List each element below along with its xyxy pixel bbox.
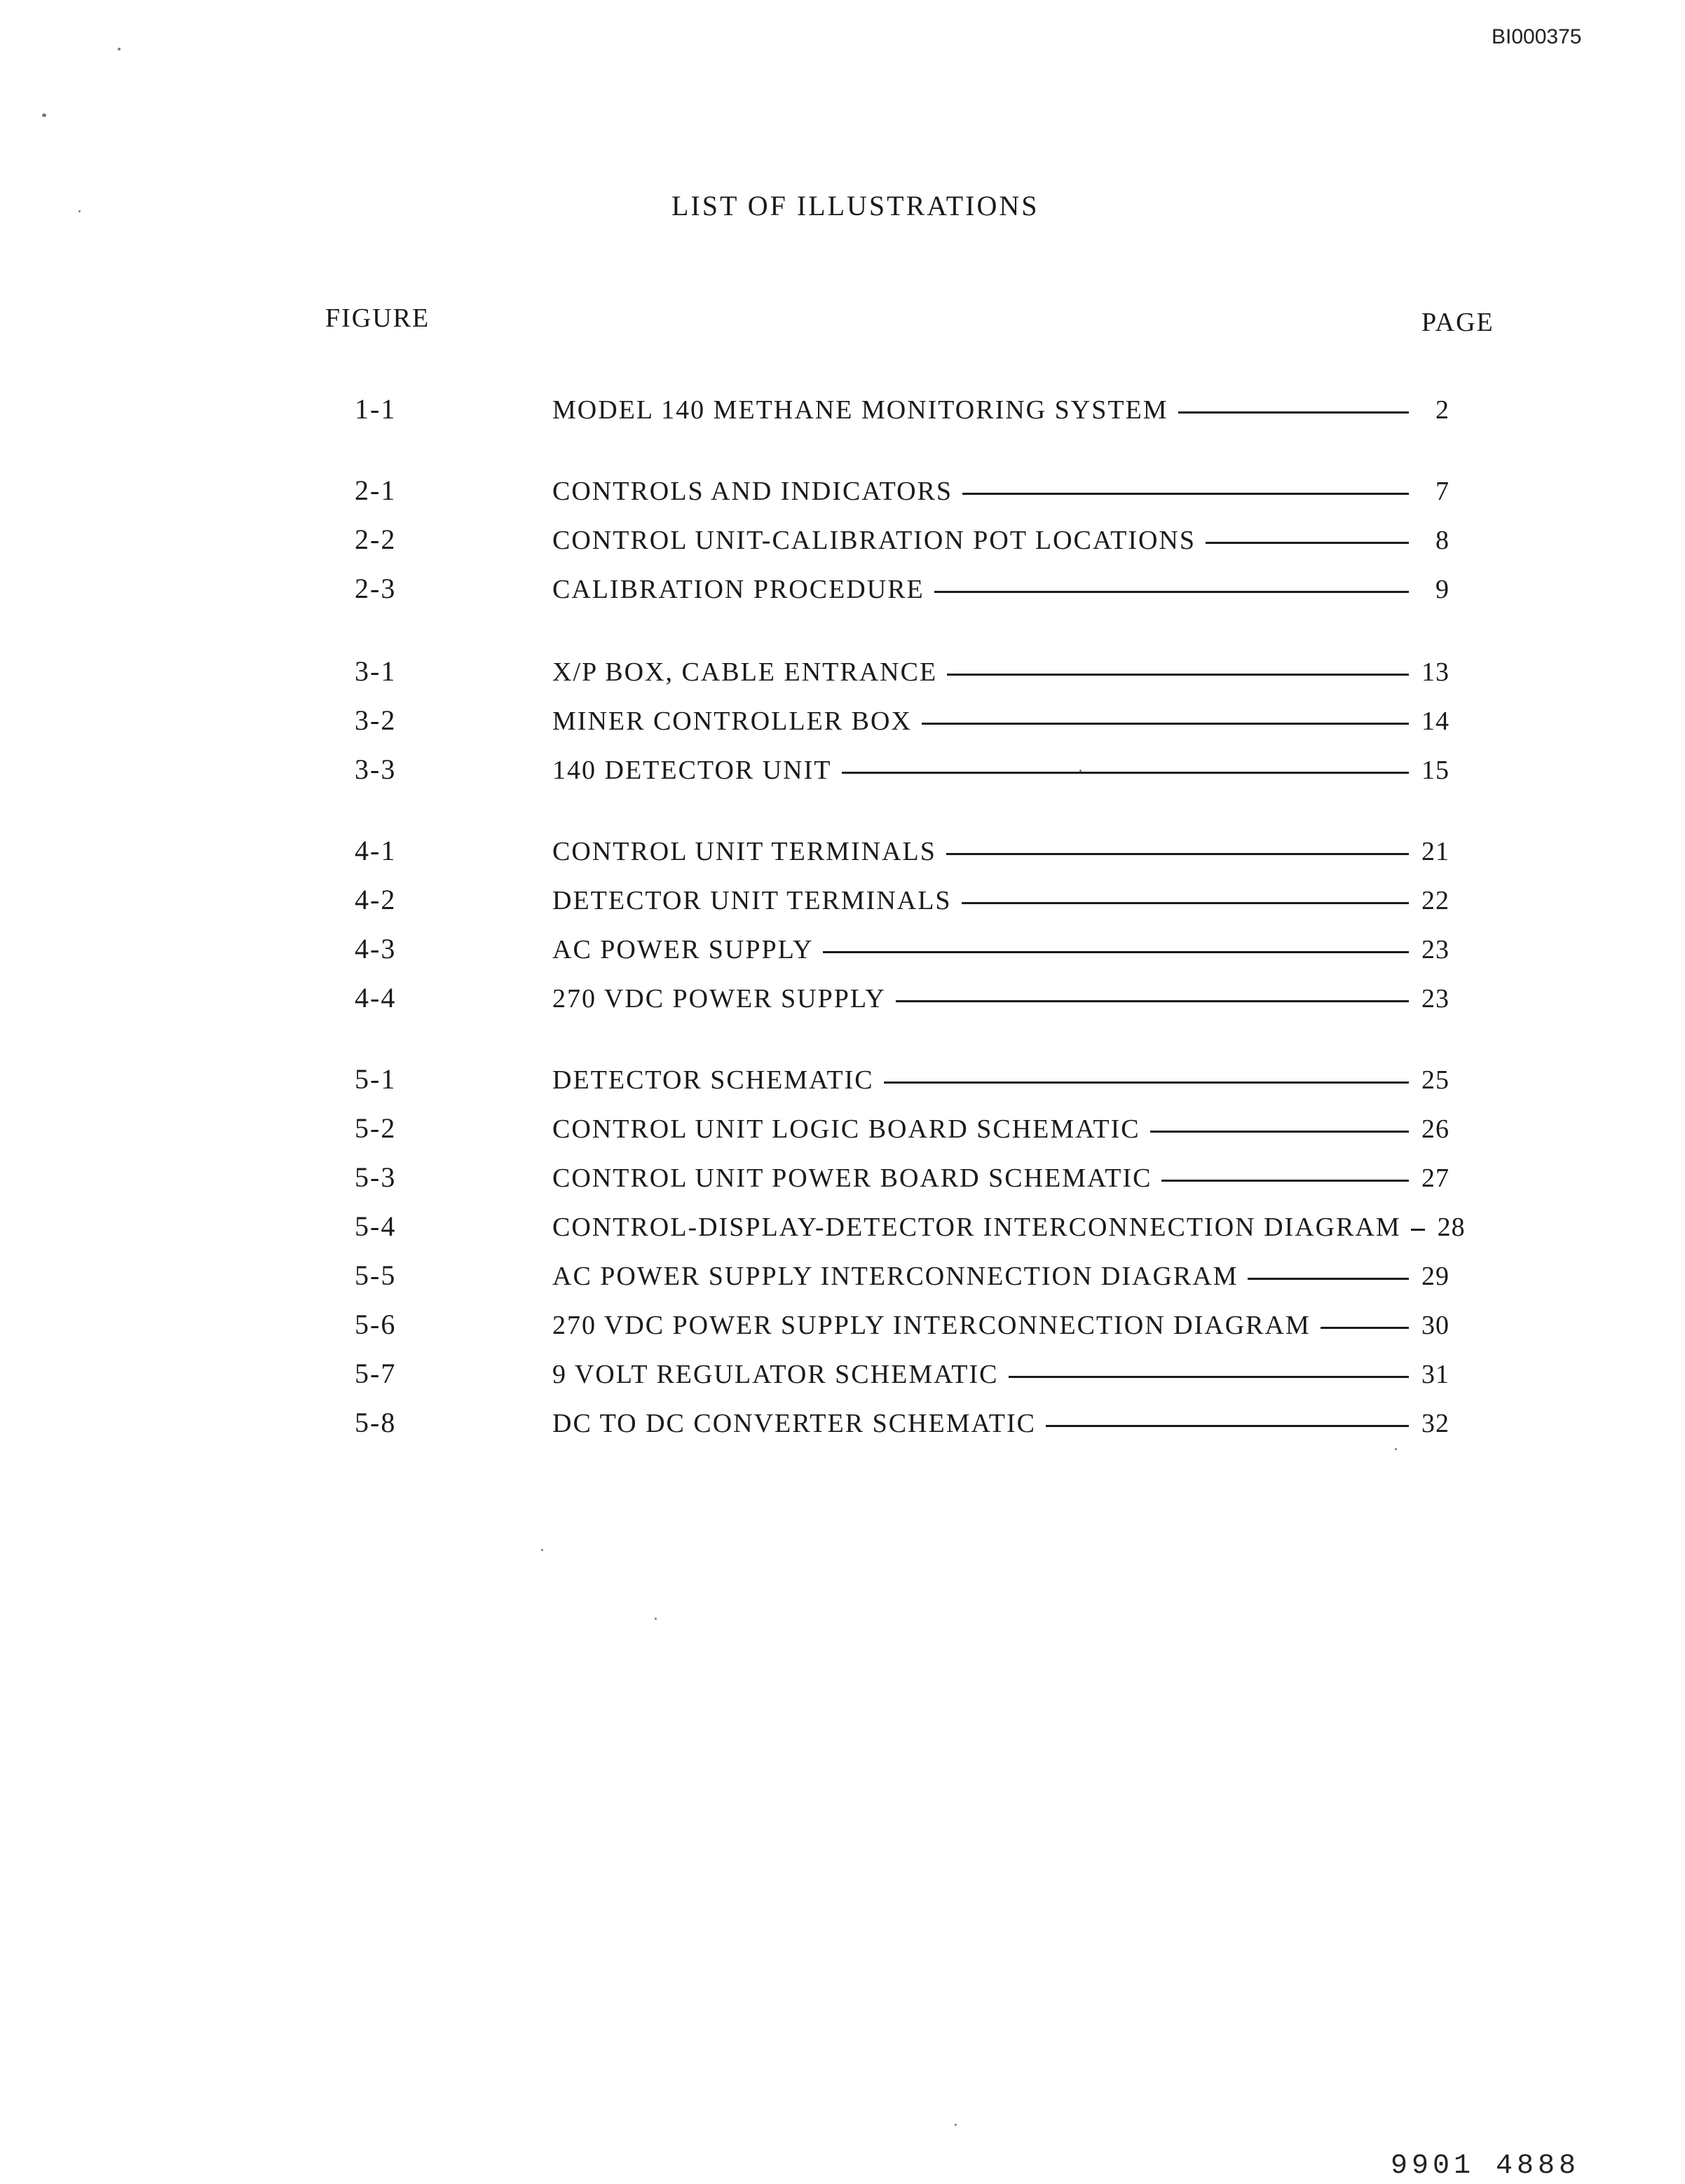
figure-number: 5-3 [355,1161,397,1193]
leader-line [1161,1180,1409,1182]
scan-speck [118,48,121,50]
figure-caption: DETECTOR SCHEMATIC [552,1065,874,1095]
figure-caption: AC POWER SUPPLY [552,935,814,964]
figure-caption: 270 VDC POWER SUPPLY INTERCONNECTION DIAGRAM [552,1311,1311,1340]
figure-caption: AC POWER SUPPLY INTERCONNECTION DIAGRAM [552,1262,1239,1291]
figure-column-header: FIGURE [325,303,430,333]
leader-line [1150,1131,1409,1133]
figure-number: 5-8 [355,1407,397,1438]
page-number: 21 [1421,837,1449,866]
list-item [0,1406,1685,1441]
figure-caption: 270 VDC POWER SUPPLY [552,984,886,1013]
list-item [0,655,1685,690]
caption-row [552,1161,1449,1196]
page-column-header: PAGE [1421,308,1494,337]
leader-line [1009,1376,1409,1378]
leader-line [823,951,1409,953]
page-number: 8 [1435,526,1449,555]
list-item [0,1063,1685,1098]
page-number: 26 [1421,1114,1449,1144]
list-item [0,572,1685,607]
list-item [0,981,1685,1016]
leader-line [1411,1229,1425,1231]
page-number: 30 [1421,1311,1449,1340]
leader-line [1248,1278,1409,1280]
caption-row [552,393,1449,428]
page-number: 7 [1435,477,1449,506]
scan-speck [42,114,46,117]
caption-row [552,1210,1466,1245]
list-item [0,932,1685,967]
figure-number: 1-1 [355,393,397,425]
leader-line [1321,1327,1409,1329]
caption-row [552,932,1449,967]
document-id: BI000375 [1492,25,1582,48]
list-item [0,834,1685,869]
list-item [0,474,1685,509]
figure-caption: X/P BOX, CABLE ENTRANCE [552,657,938,687]
figure-number: 3-2 [355,704,397,736]
page-number: 23 [1421,935,1449,964]
figure-caption: CONTROL UNIT LOGIC BOARD SCHEMATIC [552,1114,1140,1144]
figure-caption: DC TO DC CONVERTER SCHEMATIC [552,1409,1036,1438]
figure-number: 5-5 [355,1260,397,1291]
figure-caption: CONTROLS AND INDICATORS [552,477,953,506]
caption-row [552,1406,1449,1441]
page-title: LIST OF ILLUSTRATIONS [671,190,1039,221]
list-item [0,1357,1685,1392]
page-number: 22 [1421,886,1449,915]
figure-number: 4-1 [355,835,397,866]
page-number: 15 [1421,756,1449,785]
page-number: 13 [1421,657,1449,687]
caption-row [552,753,1449,788]
caption-row [552,1063,1449,1098]
figure-caption: DETECTOR UNIT TERMINALS [552,886,952,915]
list-item [0,883,1685,918]
figure-caption: CONTROL UNIT TERMINALS [552,837,936,866]
scan-speck [655,1618,657,1620]
list-item [0,1161,1685,1196]
figure-number: 5-7 [355,1358,397,1389]
figure-caption: MINER CONTROLLER BOX [552,707,912,736]
page-number: 27 [1421,1163,1449,1193]
list-item [0,753,1685,788]
leader-line [946,853,1409,855]
caption-row [552,1112,1449,1147]
caption-row [552,1357,1449,1392]
page-number: 29 [1421,1262,1449,1291]
list-item [0,704,1685,739]
list-item [0,523,1685,558]
figure-number: 2-2 [355,524,397,555]
caption-row [552,474,1449,509]
leader-line [1206,542,1409,544]
leader-line [1178,411,1409,414]
leader-line [962,902,1409,904]
list-item [0,1112,1685,1147]
caption-row [552,704,1449,739]
figure-number: 3-1 [355,655,397,687]
footer-code: 9901 4888 [1391,2150,1581,2182]
caption-row [552,834,1449,869]
figure-number: 4-4 [355,982,397,1013]
scan-speck [955,2124,957,2126]
scan-speck [1079,770,1082,772]
page-number: 2 [1435,395,1449,425]
list-item [0,1308,1685,1343]
list-item [0,1210,1685,1245]
page-number: 14 [1421,707,1449,736]
list-item [0,1259,1685,1294]
scan-speck [79,210,81,212]
caption-row [552,655,1449,690]
figure-caption: CONTROL-DISPLAY-DETECTOR INTERCONNECTION DIAGRAM [552,1213,1401,1242]
page-number: 23 [1421,984,1449,1013]
figure-caption: CALIBRATION PROCEDURE [552,575,925,604]
figure-number: 4-2 [355,884,397,915]
figure-caption: CONTROL UNIT POWER BOARD SCHEMATIC [552,1163,1152,1193]
leader-line [1046,1425,1409,1427]
page-number: 28 [1437,1213,1466,1242]
leader-line [896,1000,1409,1002]
leader-line [922,723,1409,725]
caption-row [552,883,1449,918]
figure-caption: CONTROL UNIT-CALIBRATION POT LOCATIONS [552,526,1196,555]
scan-speck [1395,1448,1397,1450]
page-number: 31 [1421,1360,1449,1389]
figure-number: 2-1 [355,475,397,506]
figure-number: 2-3 [355,573,397,604]
caption-row [552,1308,1449,1343]
leader-line [947,674,1409,676]
caption-row [552,523,1449,558]
leader-line [962,493,1409,495]
figure-number: 5-6 [355,1309,397,1340]
caption-row [552,981,1449,1016]
figure-number: 5-2 [355,1112,397,1144]
scan-speck [541,1549,543,1551]
page-number: 32 [1421,1409,1449,1438]
leader-line [884,1081,1409,1084]
leader-line [842,772,1410,774]
page-number: 9 [1435,575,1449,604]
figure-number: 5-1 [355,1063,397,1095]
figure-caption: 140 DETECTOR UNIT [552,756,832,785]
figure-number: 5-4 [355,1210,397,1242]
caption-row [552,1259,1449,1294]
figure-caption: 9 VOLT REGULATOR SCHEMATIC [552,1360,999,1389]
list-item [0,393,1685,428]
caption-row [552,572,1449,607]
figure-caption: MODEL 140 METHANE MONITORING SYSTEM [552,395,1168,425]
page-number: 25 [1421,1065,1449,1095]
figure-number: 4-3 [355,933,397,964]
leader-line [934,591,1409,593]
figure-number: 3-3 [355,753,397,785]
